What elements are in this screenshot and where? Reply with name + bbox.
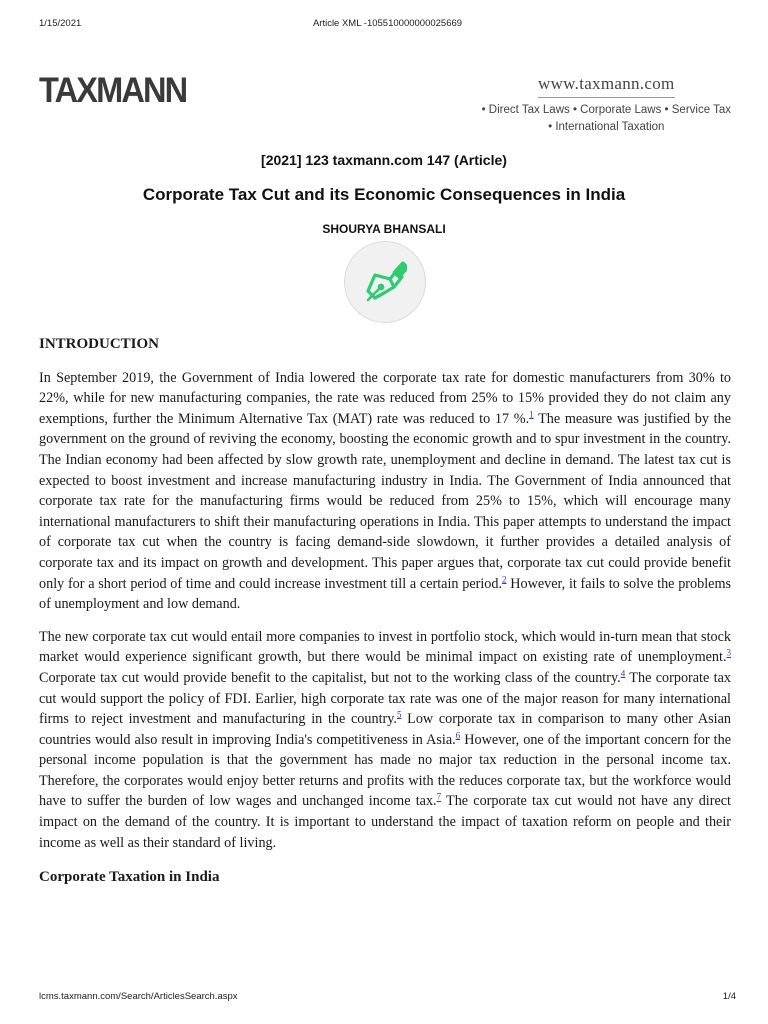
paragraph-1-text-b: The measure was justified by the government on the ground of reviving the economy, boosting the economic growth and to spur investment in the country. The Indian economy had been affected by slow growth rate, unemployment and decline in demand. The latest tax cut is expected to boost investment and increase manufacturing industry in India. The Government of India announced that corporate tax rate for the manufacturing firms would be reduced from 25% to 15%, which will encourage many international manufacturers to shift their manufacturing operations in India. This paper attempts to understand the impact of corporate tax cut when the country is facing demand-side slowdown, it further provides a detailed analysis of corporate tax and its impact on growth and development. This paper argues that, corporate tax cut could provide benefit only for a short period of time and could increase investment till a certain period. bbox=[39, 410, 732, 592]
paragraph-2 bbox=[39, 627, 731, 854]
taxmann-logo: TAXMANN bbox=[39, 71, 187, 110]
section-heading-corporate-taxation: Corporate Taxation in India bbox=[39, 869, 220, 886]
fountain-pen-svg bbox=[363, 258, 407, 304]
footnote-link-3[interactable]: 3 bbox=[726, 647, 731, 658]
paragraph-1 bbox=[39, 368, 731, 615]
article-author: SHOURYA BHANSALI bbox=[322, 222, 446, 236]
article-citation: [2021] 123 taxmann.com 147 (Article) bbox=[261, 152, 507, 168]
site-tags-line-2: • International Taxation bbox=[548, 121, 665, 133]
footnote-link-6[interactable]: 6 bbox=[455, 729, 461, 740]
site-tags bbox=[482, 102, 731, 136]
footnote-link-5[interactable]: 5 bbox=[396, 709, 402, 720]
article-title: Corporate Tax Cut and its Economic Consequences in India bbox=[142, 185, 626, 204]
fountain-pen-icon bbox=[344, 241, 426, 323]
site-url: www.taxmann.com bbox=[538, 74, 675, 98]
paragraph-2-text-e: However, one of the important concern for the personal income population is that the government has made no major tax reduction in the personal income tax. Therefore, the corporates would enjoy better returns and profits with the reduces corporate tax, but the workforce would have to suffer the burden of low wages and unchanged income tax. bbox=[39, 731, 731, 810]
section-heading-introduction: INTRODUCTION bbox=[39, 336, 160, 352]
site-info bbox=[482, 74, 731, 136]
footnote-link-4[interactable]: 4 bbox=[620, 668, 626, 679]
paragraph-2-text-a: The new corporate tax cut would entail more companies to invest in portfolio stock, which would in-turn mean that stock market would experience significant growth, but there would be minimal impact on existing rate of unemployment. bbox=[39, 628, 731, 666]
footnote-link-2[interactable]: 2 bbox=[502, 573, 507, 584]
paragraph-2-text-c: The corporate tax cut would support the policy of FDI. Earlier, high corporate tax rate was one of the major reason for many international firms to reject investment and manufacturing in the country. bbox=[39, 669, 732, 728]
paragraph-2-text-d: Low corporate tax in comparison to many other Asian countries would also result in improving India's competitiveness in Asia. bbox=[39, 711, 731, 748]
paragraph-1-text-c: However, it fails to solve the problems of unemployment and low demand. bbox=[39, 575, 731, 613]
paragraph-1-text-a: In September 2019, the Government of India lowered the corporate tax rate for domestic manufacturers from 30% to 22%, while for new manufacturing companies, the rate was reduced from 25% to 15% provided they do not claim any exemptions, further the Minimum Alternative Tax (MAT) rate was reduced to 17 %. bbox=[39, 369, 731, 427]
print-date: 1/15/2021 bbox=[39, 18, 82, 29]
site-tags-line-1: • Direct Tax Laws • Corporate Laws • Service Tax bbox=[481, 104, 731, 116]
print-url: lcms.taxmann.com/Search/ArticlesSearch.aspx bbox=[39, 991, 238, 1002]
print-doc-title: Article XML -105510000000025669 bbox=[312, 18, 463, 29]
footnote-link-1[interactable]: 1 bbox=[529, 409, 534, 420]
paragraph-2-text-f: The corporate tax cut would not have any direct impact on the demand of the country. It is important to understand the impact of taxation reform on people and their income as well as their standard of living. bbox=[39, 793, 731, 851]
print-page-number: 1/4 bbox=[722, 991, 736, 1002]
paragraph-2-text-b: Corporate tax cut would provide benefit to the capitalist, but not to the working class of the country. bbox=[39, 669, 621, 686]
footnote-link-7[interactable]: 7 bbox=[436, 791, 442, 802]
article-body bbox=[39, 334, 731, 888]
